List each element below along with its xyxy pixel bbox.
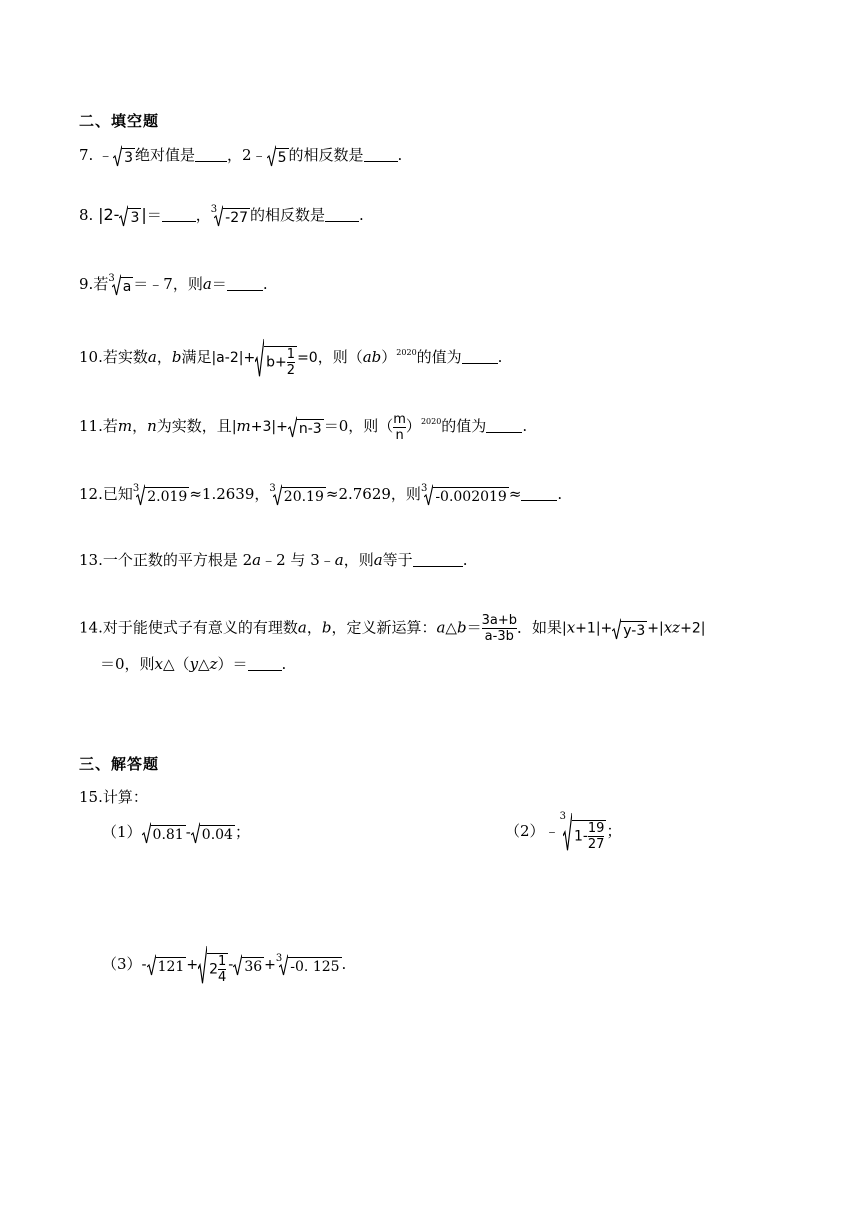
question-number: 8. [79,206,94,224]
answer-blank[interactable] [227,274,263,291]
sqrt-2-and-quarter: 2 $\frac{1}{4}$ [198,945,228,985]
question-number: 7. [79,146,94,164]
sqrt-081: 0.81 [142,822,186,844]
answer-blank[interactable] [413,550,463,567]
question-9: 9.若 3 a ＝﹣7，则a＝ . [79,273,268,295]
answer-blank[interactable] [195,145,227,162]
sqrt-3: 3 [119,205,141,227]
sqrt-004: 0.04 [191,822,235,844]
question-11: 11.若m，n为实数，且|m+3|+ n-3 ＝0，则（ $\frac{m}{n}$ ）$^{2020}$的值为 . [79,411,528,443]
answer-blank[interactable] [486,416,522,433]
cube-root-neg-0125: 3 -0. 125 [275,953,340,975]
question-14: 14.对于能使式子有意义的有理数a，b，定义新运算：a△b＝ $\frac{3a+b}{a-3b}$ ．如果|x+1|+ y-3 +|xz+2| [79,613,706,644]
question-8: 8. |2- 3 |＝ ， 3 -27 的相反数是 . [79,204,364,226]
sqrt-3: 3 [113,145,135,167]
question-number: 14. [79,618,103,637]
question-13: 13.一个正数的平方根是 2a﹣2 与 3﹣a，则a等于 . [79,551,468,569]
cube-root-1-minus-19-27: 3 1- $\frac{19}{27}$ [559,811,605,852]
question-15: 15.计算： [79,788,148,806]
question-15-part-2: （2）﹣ 3 1- $\frac{19}{27}$ ； [505,811,622,852]
question-number: 11. [79,417,103,435]
sqrt-36: 36 [233,954,264,976]
question-number: 10. [79,348,103,366]
cube-root-a: 3 a [108,273,132,295]
answer-blank[interactable] [521,484,557,501]
question-15-part-1: （1） 0.81 - 0.04 ； [102,823,250,843]
question-7: 7. ﹣ 3 绝对值是 ，2﹣ 5 的相反数是 . [79,146,403,166]
cube-root-neg-0002019: 3 -0.002019 [420,483,507,505]
cube-root-2019b: 3 20.19 [269,483,324,505]
cube-root-2019: 3 2.019 [132,483,188,505]
cube-root-neg27: 3 -27 [210,204,249,226]
sqrt-121: 121 [147,954,187,976]
question-number: 12. [79,485,103,503]
sqrt-n-minus-3: n-3 [288,416,324,438]
sqrt-5: 5 [267,145,289,167]
question-number: 15. [79,788,103,806]
answer-blank[interactable] [162,205,196,222]
section-title-answers: 三、解答题 [79,755,160,773]
question-15-part-3: （3）- 121 + 2 $\frac{1}{4}$ - 36 + 3 -0. 125 . [102,945,346,985]
sqrt-b-plus-half: b+ $\frac{1}{2}$ [255,338,297,378]
answer-blank[interactable] [325,205,359,222]
sqrt-y-minus-3: y-3 [612,618,647,640]
question-10: 10.若实数a，b满足|a-2|+ b+ $\frac{1}{2}$ =0，则（ab）$^{2020}$的值为 . [79,338,502,378]
question-14-line-2: ＝0，则x△（y△z）＝ . [100,655,287,673]
question-number: 13. [79,551,103,569]
section-title-fill-in: 二、填空题 [79,112,160,130]
question-number: 9. [79,275,94,293]
answer-blank[interactable] [462,347,498,364]
answer-blank[interactable] [248,654,282,671]
question-12: 12.已知 3 2.019 ≈1.2639， 3 20.19 ≈2.7629，则 3 -0.002019 ≈ . [79,483,563,505]
answer-blank[interactable] [364,145,398,162]
